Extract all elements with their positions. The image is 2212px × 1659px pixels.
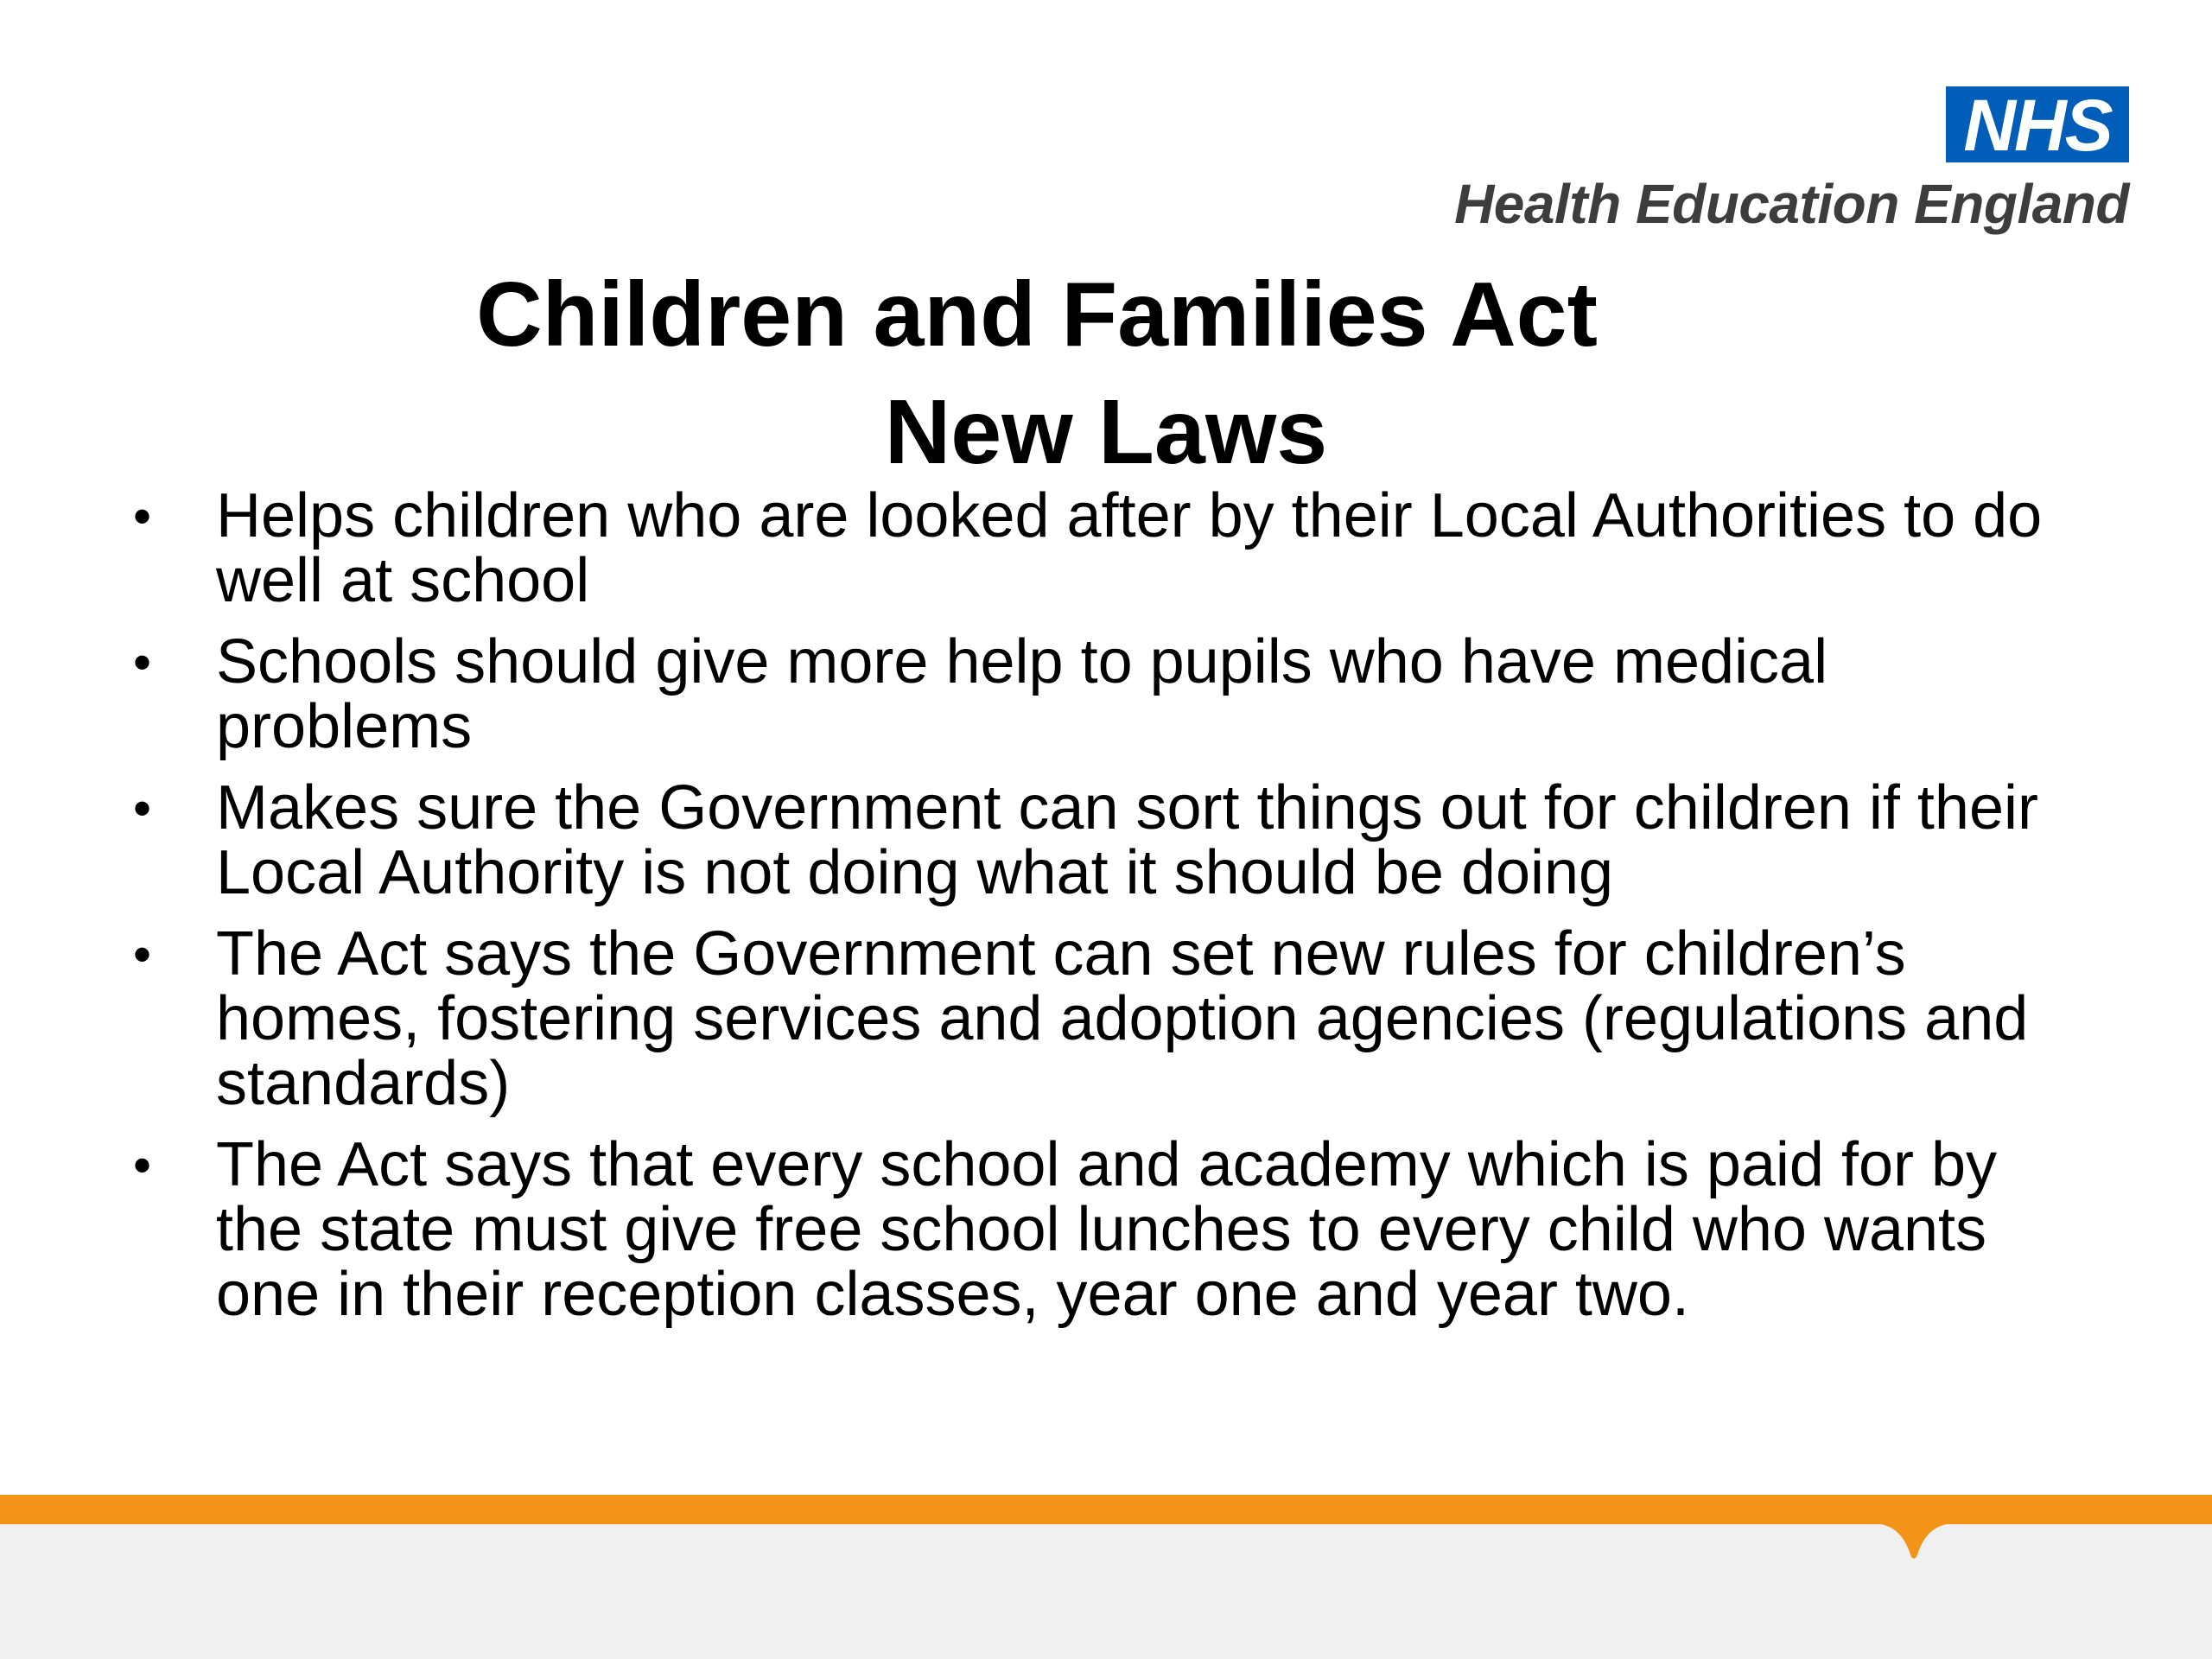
bullet-text: Schools should give more help to pupils who have medical problems	[216, 627, 1828, 761]
nhs-logo-text: NHS	[1963, 85, 2112, 166]
bullet-marker: •	[133, 925, 152, 983]
bullet-item	[130, 773, 2082, 907]
bullet-text: Helps children who are looked after by their Local Authorities to do well at school	[216, 481, 2043, 615]
bullet-marker: •	[133, 1136, 152, 1194]
bullet-marker: •	[133, 633, 152, 691]
bullet-item	[130, 1130, 2082, 1329]
organisation-name: Health Education England	[1454, 173, 2129, 235]
slide-title-line-1: Children and Families Act	[476, 264, 1598, 365]
slide-title-line-2: New Laws	[884, 381, 1328, 483]
footer-notch-shape	[1858, 1522, 1970, 1559]
bullet-item	[130, 919, 2082, 1118]
bullet-item	[130, 481, 2082, 615]
bullet-text: The Act says that every school and academy which is paid for by the state must give free school lunches to every child who wants one in their reception classes, year one and year two.	[216, 1130, 1998, 1329]
nhs-logo-box	[1946, 85, 2129, 166]
bullet-list	[130, 481, 2082, 1344]
slide-title	[0, 256, 2212, 491]
bullet-text: Makes sure the Government can sort things out for children if their Local Authority is not doing what it should be doing	[216, 773, 2038, 907]
bullet-marker: •	[133, 487, 152, 545]
bullet-item	[130, 627, 2082, 761]
nhs-hee-logo	[1351, 86, 2129, 242]
bullet-text: The Act says the Government can set new rules for children’s homes, fostering services and adoption agencies (regulations and standards)	[216, 919, 2029, 1118]
footer-accent-stripe	[0, 1495, 2212, 1524]
bullet-marker: •	[133, 779, 152, 837]
